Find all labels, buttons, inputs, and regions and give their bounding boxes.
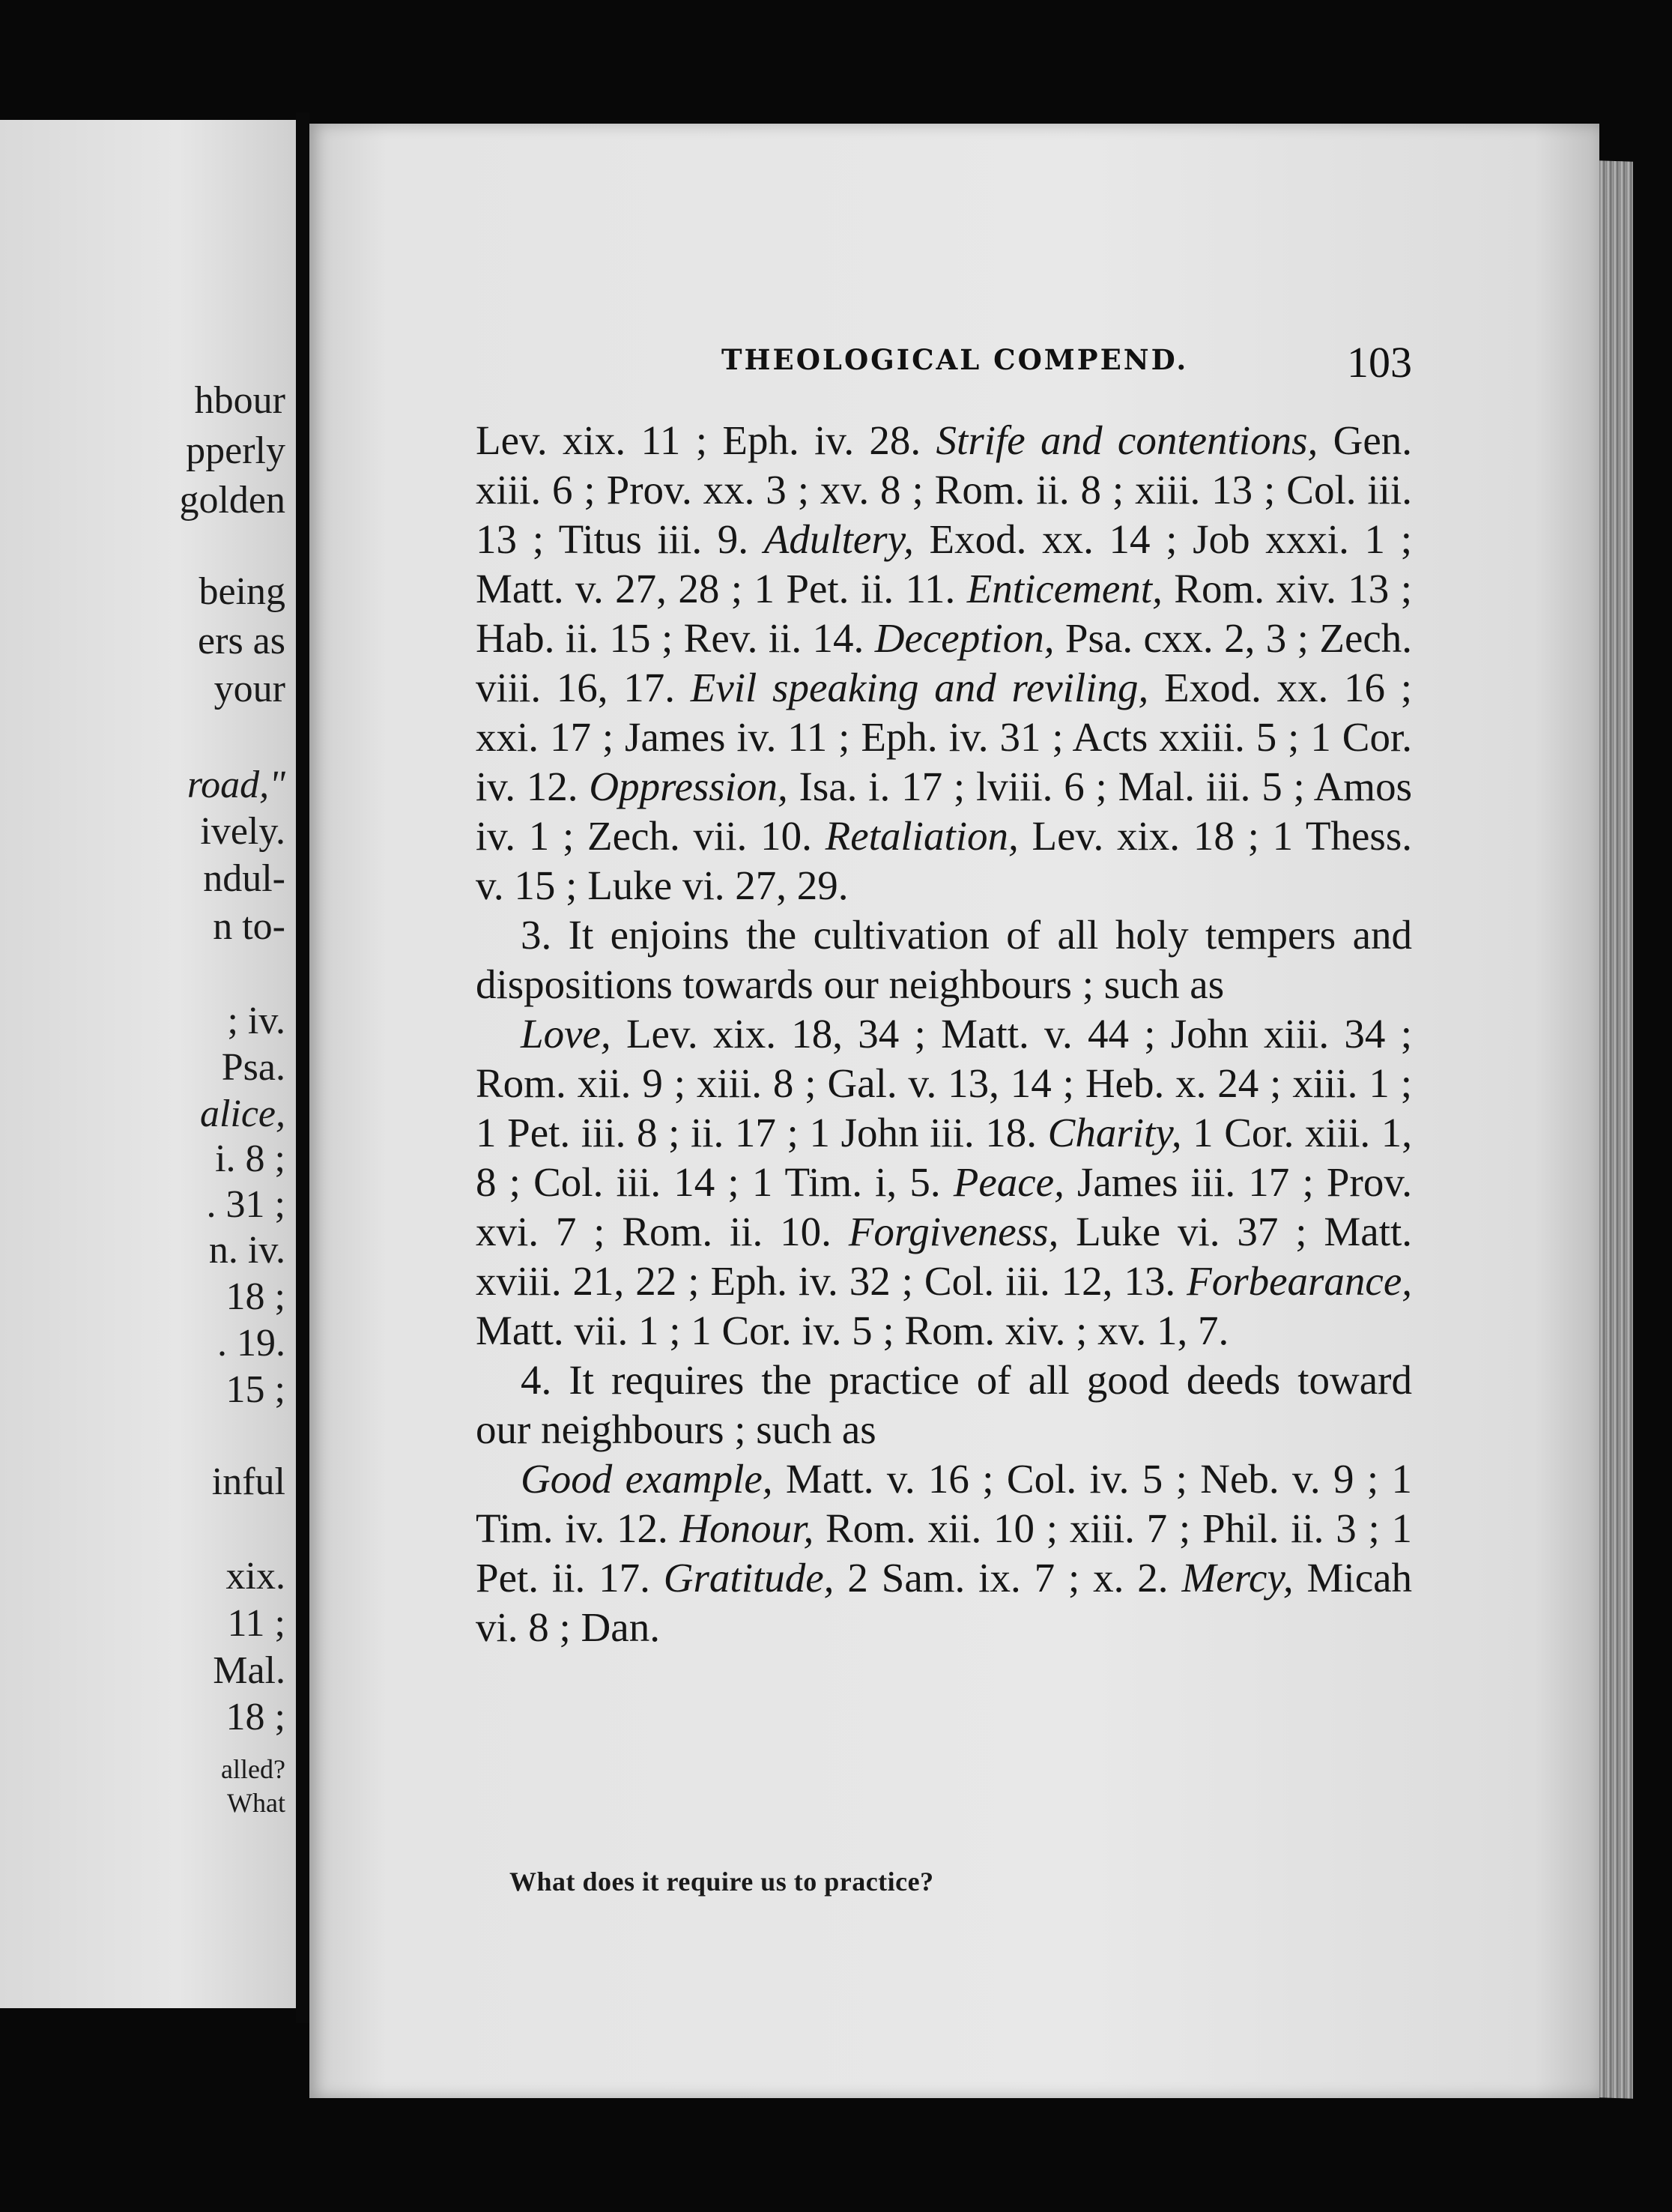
topic-heading: Charity, [1047, 1110, 1182, 1155]
topic-heading: Forbearance, [1187, 1258, 1412, 1304]
previous-page-line: 18 ; [225, 1696, 285, 1738]
topic-heading: Love, [521, 1011, 611, 1057]
text-run: 4. It requires the practice of all good deeds toward our neighbours ; such as [476, 1357, 1412, 1452]
text-run: Rom. xiv. 13 ; Hab. ii. 15 ; Rev. ii. 14. [476, 566, 1412, 661]
text-run: Lev. xix. 18, 34 ; Matt. v. 44 ; John xiii. 34 ; Rom. xii. 9 ; xiii. 8 ; Gal. v. 13, 14 ; Heb. x. 24 ; xiii. 1 ; 1 Pet. iii. 8 ; ii. 17 ; 1 John iii. 18. [476, 1011, 1412, 1155]
text-run: Micah vi. 8 ; Dan. [476, 1555, 1413, 1650]
previous-page-line: being [199, 570, 285, 613]
text-run: Lev. xix. 11 ; Eph. iv. 28. [476, 417, 936, 463]
topic-heading: Evil speaking and reviling, [690, 665, 1149, 710]
previous-page-line: What [227, 1788, 285, 1818]
running-head-title: THEOLOGICAL COMPEND. [721, 343, 1189, 376]
paragraph [476, 1009, 1412, 1356]
running-head [476, 337, 1412, 397]
paragraph [476, 1356, 1412, 1454]
text-run: Luke vi. 37 ; Matt. xviii. 21, 22 ; Eph. iv. 32 ; Col. iii. 12, 13. [476, 1209, 1413, 1304]
topic-heading: Adultery, [763, 516, 914, 562]
previous-page-line: Psa. [221, 1046, 285, 1089]
topic-heading: Retaliation, [825, 813, 1019, 859]
topic-heading: Mercy, [1181, 1555, 1294, 1601]
text-run: Rom. xii. 10 ; xiii. 7 ; Phil. ii. 3 ; 1 Pet. ii. 17. [476, 1505, 1412, 1601]
previous-page-line: xix. [225, 1555, 285, 1598]
text-run: 2 Sam. ix. 7 ; x. 2. [834, 1555, 1182, 1601]
topic-heading: Peace, [953, 1159, 1064, 1205]
topic-heading: Deception, [874, 615, 1055, 661]
topic-heading: Oppression, [589, 764, 788, 809]
text-run: Gen. xiii. 6 ; Prov. xx. 3 ; xv. 8 ; Rom. ii. 8 ; xiii. 13 ; Col. iii. 13 ; Titus iii. 9. [476, 417, 1412, 562]
previous-page-fragment [0, 120, 296, 2008]
previous-page-line: Mal. [213, 1649, 285, 1692]
text-run: Exod. xx. 14 ; Job xxxi. 1 ; Matt. v. 27, 28 ; 1 Pet. ii. 11. [476, 516, 1412, 611]
paragraph [476, 416, 1412, 910]
text-run: Matt. vii. 1 ; 1 Cor. iv. 5 ; Rom. xiv. ; xv. 1, 7. [476, 1308, 1229, 1353]
previous-page-line: ers as [198, 620, 285, 662]
topic-heading: Good example, [521, 1456, 773, 1502]
paragraph [476, 1454, 1412, 1652]
text-run: James iii. 17 ; Prov. xvi. 7 ; Rom. ii. 10. [476, 1159, 1412, 1254]
previous-page-line: alled? [221, 1754, 285, 1784]
text-run: Exod. xx. 16 ; xxi. 17 ; James iv. 11 ; Eph. iv. 31 ; Acts xxiii. 5 ; 1 Cor. iv. 12. [476, 665, 1413, 809]
text-run: Matt. v. 16 ; Col. iv. 5 ; Neb. v. 9 ; 1 Tim. iv. 12. [476, 1456, 1412, 1551]
previous-page-line: 11 ; [227, 1602, 285, 1645]
previous-page-line: n to- [213, 905, 285, 948]
previous-page-line: 18 ; [225, 1275, 285, 1318]
previous-page-line: road," [187, 764, 285, 806]
previous-page-line: hbour [194, 379, 285, 422]
text-run: Psa. cxx. 2, 3 ; Zech. viii. 16, 17. [476, 615, 1413, 710]
previous-page-line: n. iv. [208, 1229, 285, 1272]
previous-page-line: inful [211, 1460, 285, 1503]
topic-heading: Honour, [679, 1505, 814, 1551]
topic-heading: Enticement, [966, 566, 1163, 611]
text-run: 3. It enjoins the cultivation of all holy tempers and dispositions towards our neighbours ; such as [476, 912, 1412, 1007]
previous-page-line: ; iv. [227, 1000, 285, 1042]
previous-page-line: your [213, 668, 285, 710]
topic-heading: Forgiveness, [848, 1209, 1059, 1254]
page-edges [1599, 160, 1633, 2099]
page-number: 103 [1347, 338, 1412, 387]
previous-page-line: golden [179, 479, 285, 522]
body-text [476, 416, 1412, 1652]
previous-page-line: ndul- [203, 857, 285, 900]
previous-page-line: . 31 ; [206, 1183, 285, 1226]
previous-page-line: i. 8 ; [215, 1137, 285, 1180]
topic-heading: Strife and contentions, [936, 417, 1318, 463]
previous-page-line: pperly [186, 429, 285, 472]
text-run: Lev. xix. 18 ; 1 Thess. v. 15 ; Luke vi. 27, 29. [476, 813, 1412, 908]
previous-page-line: alice, [199, 1093, 285, 1135]
text-run: Isa. i. 17 ; lviii. 6 ; Mal. iii. 5 ; Amos iv. 1 ; Zech. vii. 10. [476, 764, 1412, 859]
previous-page-line: 15 ; [225, 1368, 285, 1411]
catechism-question: What does it require us to practice? [509, 1867, 934, 1897]
book-gutter [296, 112, 309, 2023]
previous-page-line: ively. [200, 810, 285, 853]
previous-page-line: . 19. [217, 1322, 285, 1365]
topic-heading: Gratitude, [663, 1555, 835, 1601]
paragraph [476, 910, 1412, 1009]
text-run: 1 Cor. xiii. 1, 8 ; Col. iii. 14 ; 1 Tim. i, 5. [476, 1110, 1412, 1205]
